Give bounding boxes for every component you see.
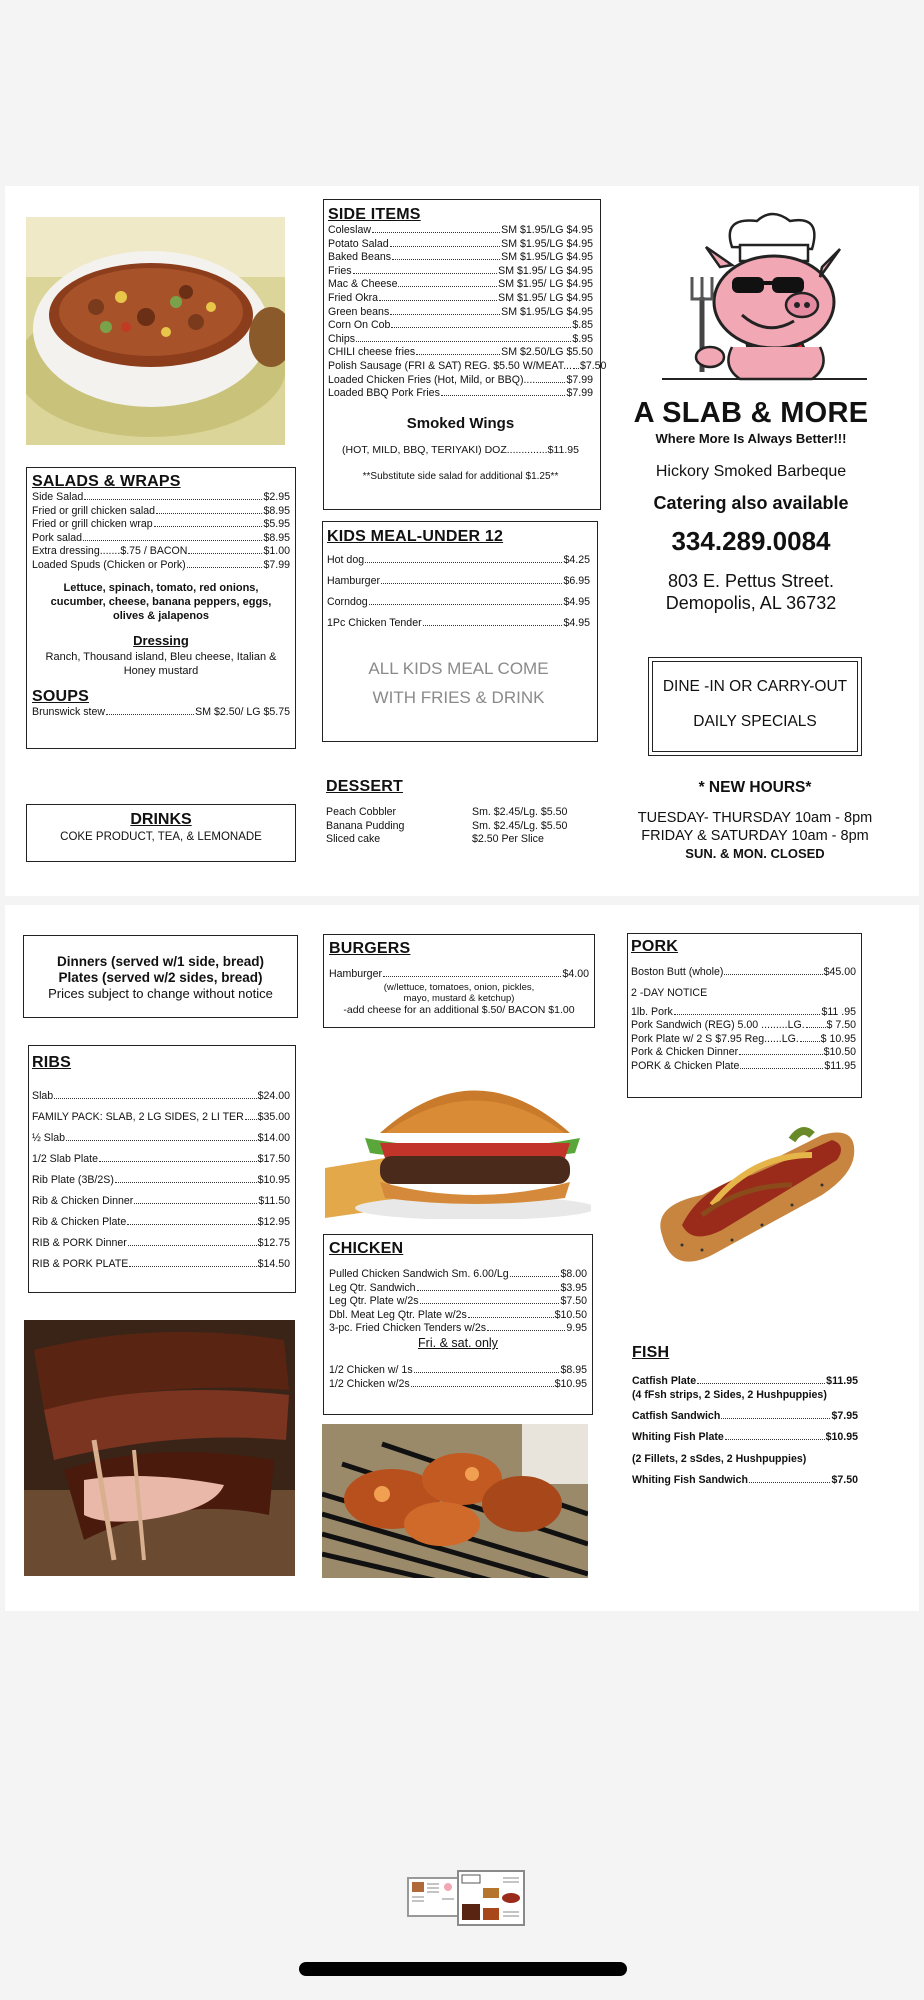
rib-item-price: $12.75 <box>257 1237 290 1249</box>
address-line-1: 803 E. Pettus Street. <box>667 571 835 591</box>
burger-row <box>329 968 589 982</box>
pork-item <box>631 1046 856 1060</box>
side-item <box>328 319 593 333</box>
salad-item-price: $8.95 <box>263 531 290 544</box>
dessert-section <box>326 778 594 847</box>
side-item <box>328 374 593 388</box>
page-thumbnail-2[interactable] <box>457 1870 525 1926</box>
pork-item-price: $10.50 <box>823 1046 856 1059</box>
two-day-notice: 2 -DAY NOTICE <box>631 986 708 999</box>
soup-row <box>32 706 290 720</box>
side-item-price: SM $1.95/LG $4.95 <box>501 251 593 264</box>
dine-in-box <box>648 657 862 756</box>
side-item-price: $.95 <box>572 332 593 345</box>
smoked-wings-line: (HOT, MILD, BBQ, TERIYAKI) DOZ..............$11.95 <box>342 443 579 456</box>
rib-item-price: $10.95 <box>257 1174 290 1186</box>
salad-item-price: $2.95 <box>263 491 290 503</box>
salad-item-name: Fried or grill chicken wrap <box>32 518 153 531</box>
hot-dog-photo <box>642 1115 868 1275</box>
side-item-name: Loaded BBQ Pork Fries <box>328 387 440 400</box>
chicken-item-price: $3.95 <box>560 1281 587 1294</box>
side-item-name: Mac & Cheese <box>328 278 398 291</box>
chicken-photo <box>322 1424 588 1578</box>
chicken-fri-sat: Fri. & sat. only <box>418 1335 498 1350</box>
side-item-price: SM $1.95/ LG $4.95 <box>498 264 593 277</box>
chicken-title: CHICKEN <box>329 1240 404 1257</box>
salad-item-price: $8.95 <box>263 504 290 517</box>
pork-item-price: $ 7.50 <box>826 1019 856 1032</box>
dessert-item-price: Sm. $2.45/Lg. $5.50 <box>472 819 568 832</box>
side-item-price: SM $1.95/LG $4.95 <box>501 224 593 236</box>
kids-item-name: Corndog <box>327 596 368 608</box>
salad-item <box>32 491 290 505</box>
salad-item-price: $1.00 <box>263 545 290 558</box>
salad-item-name: Side Salad <box>32 491 84 503</box>
dessert-item <box>326 806 594 820</box>
side-item-name: CHILI cheese fries <box>328 346 416 359</box>
hours-line-2: FRIDAY & SATURDAY 10am - 8pm <box>641 828 869 844</box>
dinners-line-2: Plates (served w/2 sides, bread) <box>58 970 263 985</box>
fish-row-2 <box>632 1410 858 1424</box>
kids-item <box>327 550 590 571</box>
dessert-list <box>326 806 594 847</box>
side-item <box>328 292 593 306</box>
hours-line-1: TUESDAY- THURSDAY 10am - 8pm <box>637 810 873 826</box>
pork-list <box>631 1006 856 1074</box>
pork-item-price: $ 10.95 <box>820 1032 856 1045</box>
hours-block <box>618 779 892 861</box>
drinks-box <box>26 804 296 862</box>
brand-block <box>618 396 884 614</box>
drinks-text: COKE PRODUCT, TEA, & LEMONADE <box>60 831 262 843</box>
dessert-item <box>326 820 594 834</box>
salad-item-name: Fried or grill chicken salad <box>32 504 156 517</box>
side-item <box>328 333 593 347</box>
side-item-name: Chips <box>328 332 356 345</box>
burger-price: $4.00 <box>562 968 589 980</box>
rib-item-name: FAMILY PACK: SLAB, 2 LG SIDES, 2 LI TER <box>32 1111 244 1123</box>
chicken-item <box>329 1282 587 1296</box>
chicken-item-name: Leg Qtr. Sandwich <box>329 1281 416 1294</box>
chicken-item-price: $10.50 <box>554 1308 587 1321</box>
salads-title: SALADS & WRAPS <box>32 473 181 490</box>
hours-title: * NEW HOURS* <box>698 779 812 796</box>
salad-item-name: Pork salad <box>32 531 83 544</box>
rib-item <box>32 1233 290 1254</box>
rib-item-name: Rib Plate (3B/2S) <box>32 1174 114 1186</box>
pork-item <box>631 1033 856 1047</box>
side-items-list <box>328 224 607 401</box>
side-item-name: Coleslaw <box>328 224 371 236</box>
chicken-item-name: Pulled Chicken Sandwich Sm. 6.00/Lg <box>329 1268 509 1280</box>
chicken-item-price: $8.00 <box>560 1268 587 1280</box>
fish-title: FISH <box>632 1344 670 1361</box>
address-line-2: Demopolis, AL 36732 <box>665 593 837 613</box>
brand-tagline: Where More Is Always Better!!! <box>655 431 847 446</box>
salad-item <box>32 505 290 519</box>
side-item-name: Potato Salad <box>328 237 389 250</box>
chicken-item-name: Leg Qtr. Plate w/2s <box>329 1295 419 1308</box>
pig-chef-logo <box>662 207 867 382</box>
chicken-item-price: 9.95 <box>566 1322 587 1335</box>
boston-butt-name: Boston Butt (whole) <box>631 966 724 978</box>
rib-item <box>32 1149 290 1170</box>
chicken-half-list <box>329 1364 587 1391</box>
side-item-name: Corn On Cob <box>328 319 391 332</box>
pork-item-name: PORK & Chicken Plate <box>631 1059 740 1072</box>
fish-item-price: $10.95 <box>825 1431 858 1444</box>
side-item-price: SM $1.95/LG $4.95 <box>501 237 593 250</box>
side-item <box>328 251 593 265</box>
catering-text: Catering also available <box>653 493 849 513</box>
side-item-name: Polish Sausage (FRI & SAT) REG. $5.50 W/MEAT... <box>328 359 572 372</box>
salad-item <box>32 518 290 532</box>
rib-item-name: RIB & PORK PLATE <box>32 1258 129 1270</box>
soup-photo <box>26 217 285 445</box>
chicken-box <box>323 1234 593 1415</box>
ribs-box <box>28 1045 296 1293</box>
side-item-price: SM $1.95/ LG $4.95 <box>498 291 593 304</box>
fish-item-name: Catfish Plate <box>632 1375 697 1387</box>
rib-item-price: $17.50 <box>257 1153 290 1165</box>
fish-row-3 <box>632 1431 858 1445</box>
side-item <box>328 238 593 252</box>
pork-item-name: 1lb. Pork <box>631 1005 673 1018</box>
side-item-price: SM $2.50/LG $5.50 <box>501 346 593 359</box>
soup-price: SM $2.50/ LG $5.75 <box>195 705 290 718</box>
ribs-list <box>32 1086 290 1275</box>
side-item-price: $.85 <box>572 319 593 332</box>
smoked-wings-note: **Substitute side salad for additional $1.25** <box>362 470 559 482</box>
burger-note-3: -add cheese for an additional $.50/ BACON $1.00 <box>343 1003 575 1016</box>
kids-item-name: 1Pc Chicken Tender <box>327 617 422 629</box>
rib-item-price: $11.50 <box>258 1195 290 1207</box>
rib-item <box>32 1170 290 1191</box>
pork-item-price: $11.95 <box>824 1059 856 1072</box>
whiting-note: (2 Fillets, 2 sSdes, 2 Hushpuppies) <box>632 1452 807 1465</box>
salad-item <box>32 559 290 573</box>
side-item <box>328 306 593 320</box>
chicken-item <box>329 1295 587 1309</box>
rib-item-price: $35.00 <box>257 1111 290 1123</box>
kids-item-name: Hot dog <box>327 554 365 566</box>
fish-item-name: Catfish Sandwich <box>632 1409 721 1422</box>
brand-name: A SLAB & MORE <box>633 397 869 429</box>
salads-wraps-box <box>26 467 296 749</box>
kids-meal-box <box>322 521 598 742</box>
pork-item-price: $11 .95 <box>821 1005 856 1018</box>
burger-name: Hamburger <box>329 968 382 980</box>
side-item-name: Green beans <box>328 305 390 318</box>
catfish-note: (4 fFsh strips, 2 Sides, 2 Hushpuppies) <box>632 1388 827 1401</box>
side-item-name: Fries <box>328 264 352 277</box>
fish-section <box>632 1344 858 1487</box>
phone-number[interactable]: 334.289.0084 <box>671 526 831 556</box>
chicken-item-price: $7.50 <box>560 1295 587 1308</box>
side-item <box>328 224 593 238</box>
kids-item-name: Hamburger <box>327 575 380 587</box>
side-item-price: SM $1.95/LG $4.95 <box>501 305 593 318</box>
side-item-name: Baked Beans <box>328 251 392 264</box>
burgers-title: BURGERS <box>329 940 411 957</box>
pork-box <box>627 933 862 1098</box>
ribs-title: RIBS <box>32 1054 72 1071</box>
chicken-item-name: Dbl. Meat Leg Qtr. Plate w/2s <box>329 1308 467 1321</box>
boston-butt-row <box>631 966 856 980</box>
smoked-wings-title: Smoked Wings <box>406 414 515 432</box>
rib-item <box>32 1191 290 1212</box>
dessert-item-name: Peach Cobbler <box>326 806 397 818</box>
salad-item-price: $5.95 <box>263 518 290 531</box>
fish-item-price: $11.95 <box>826 1375 858 1387</box>
drinks-title: DRINKS <box>130 811 192 828</box>
chicken-item <box>329 1268 587 1282</box>
soups-title: SOUPS <box>32 687 90 705</box>
side-item <box>328 346 593 360</box>
burger-note-2: mayo, mustard & ketchup) <box>403 992 515 1004</box>
kids-item <box>327 613 590 634</box>
pork-item <box>631 1060 856 1074</box>
dine-in-text: DINE -IN OR CARRY-OUT <box>662 678 848 695</box>
side-item-price: SM $1.95/ LG $4.95 <box>498 278 593 291</box>
side-item <box>328 359 607 374</box>
side-item <box>328 278 593 292</box>
side-item <box>328 265 593 279</box>
kids-meal-title: KIDS MEAL-UNDER 12 <box>327 528 504 545</box>
daily-specials-text: DAILY SPECIALS <box>693 713 817 730</box>
fish-item-name: Whiting Fish Sandwich <box>632 1473 748 1486</box>
salad-item <box>32 532 290 546</box>
page-thumbnail-1[interactable] <box>407 1877 459 1917</box>
kids-meal-note: ALL KIDS MEAL COME WITH FRIES & DRINK <box>368 659 549 707</box>
rib-item-price: $14.00 <box>257 1132 290 1144</box>
pork-item-name: Pork & Chicken Dinner <box>631 1046 739 1059</box>
chicken-item <box>329 1322 587 1336</box>
salads-toppings: Lettuce, spinach, tomato, red onions, cucumber, cheese, banana peppers, eggs, olives & jalapenos <box>50 581 272 622</box>
rib-item-name: Rib & Chicken Dinner <box>32 1195 134 1207</box>
fish-item-price: $7.95 <box>831 1409 858 1422</box>
side-item-price: $7.50 <box>579 359 607 372</box>
dessert-item <box>326 833 594 847</box>
chicken-item-name: 3-pc. Fried Chicken Tenders w/2s <box>329 1322 487 1335</box>
salad-item-name: Loaded Spuds (Chicken or Pork) <box>32 558 186 571</box>
chicken-half-item-price: $8.95 <box>560 1363 587 1376</box>
side-item-name: Loaded Chicken Fries (Hot, Mild, or BBQ).... <box>328 373 536 386</box>
kids-item-price: $4.95 <box>563 617 590 629</box>
salad-item <box>32 545 290 559</box>
kids-item <box>327 571 590 592</box>
pork-item <box>631 1019 856 1033</box>
rib-item-price: $24.00 <box>257 1090 290 1102</box>
chicken-half-item <box>329 1378 587 1392</box>
dessert-item-price: $2.50 Per Slice <box>472 833 544 846</box>
rib-item <box>32 1212 290 1233</box>
rib-item-name: 1/2 Slab Plate <box>32 1153 98 1165</box>
home-indicator[interactable] <box>299 1962 627 1976</box>
ribs-photo <box>24 1320 295 1576</box>
rib-item-name: RIB & PORK Dinner <box>32 1237 127 1249</box>
fish-row-4 <box>632 1474 858 1488</box>
dressing-text: Ranch, Thousand island, Bleu cheese, Italian & Honey mustard <box>45 650 277 677</box>
side-items-title: SIDE ITEMS <box>328 206 421 223</box>
burger-note-1: (w/lettuce, tomatoes, onion, pickles, <box>383 981 535 993</box>
side-item <box>328 387 593 401</box>
boston-butt-price: $45.00 <box>823 966 856 978</box>
dessert-title: DESSERT <box>326 778 403 795</box>
dinners-box <box>23 935 298 1018</box>
chicken-half-item-name: 1/2 Chicken w/2s <box>329 1377 410 1390</box>
rib-item-price: $14.50 <box>257 1258 290 1270</box>
pork-item-name: Pork Plate w/ 2 S $7.95 Reg......LG. <box>631 1032 799 1045</box>
kids-item-price: $4.95 <box>563 596 590 608</box>
rib-item-name: Rib & Chicken Plate <box>32 1216 127 1228</box>
chicken-item <box>329 1309 587 1323</box>
burgers-box <box>323 934 595 1028</box>
dessert-item-name: Sliced cake <box>326 833 381 846</box>
rib-item <box>32 1128 290 1149</box>
burger-photo <box>325 1058 591 1219</box>
salad-item-name: Extra dressing.......$.75 / BACON <box>32 545 188 558</box>
side-item-price: $7.99 <box>566 387 593 400</box>
rib-item <box>32 1107 290 1128</box>
soup-name: Brunswick stew <box>32 705 105 718</box>
rib-item-name: ½ Slab <box>32 1132 65 1144</box>
chicken-list <box>329 1268 587 1336</box>
pork-item <box>631 1006 856 1020</box>
fish-item-price: $7.50 <box>831 1473 858 1486</box>
side-item-price: $7.99 <box>566 373 593 386</box>
rib-item <box>32 1254 290 1275</box>
salad-item-price: $7.99 <box>263 558 290 571</box>
chicken-half-item <box>329 1364 587 1378</box>
kids-item-price: $4.25 <box>563 554 590 566</box>
chicken-half-item-price: $10.95 <box>554 1377 587 1390</box>
dinners-line-3: Prices subject to change without notice <box>48 986 273 1001</box>
fish-row-1 <box>632 1375 858 1389</box>
dessert-item-price: Sm. $2.45/Lg. $5.50 <box>472 806 568 818</box>
salads-list <box>32 491 290 573</box>
brand-subtitle: Hickory Smoked Barbeque <box>655 463 847 480</box>
fish-item-name: Whiting Fish Plate <box>632 1431 724 1444</box>
hours-line-3: SUN. & MON. CLOSED <box>685 846 825 861</box>
rib-item-name: Slab <box>32 1090 54 1102</box>
rib-item <box>32 1086 290 1107</box>
pork-item-name: Pork Sandwich (REG) 5.00 .........LG. <box>631 1019 805 1032</box>
side-item-name: Fried Okra <box>328 291 379 304</box>
dessert-item-name: Banana Pudding <box>326 819 405 832</box>
side-items-box <box>323 199 607 510</box>
dinners-line-1: Dinners (served w/1 side, bread) <box>56 954 265 969</box>
chicken-half-item-name: 1/2 Chicken w/ 1s <box>329 1363 413 1376</box>
kids-item <box>327 592 590 613</box>
kids-meal-list <box>327 550 590 634</box>
rib-item-price: $12.95 <box>257 1216 290 1228</box>
kids-item-price: $6.95 <box>563 575 590 587</box>
pork-title: PORK <box>631 938 679 955</box>
dressing-title: Dressing <box>133 632 189 648</box>
